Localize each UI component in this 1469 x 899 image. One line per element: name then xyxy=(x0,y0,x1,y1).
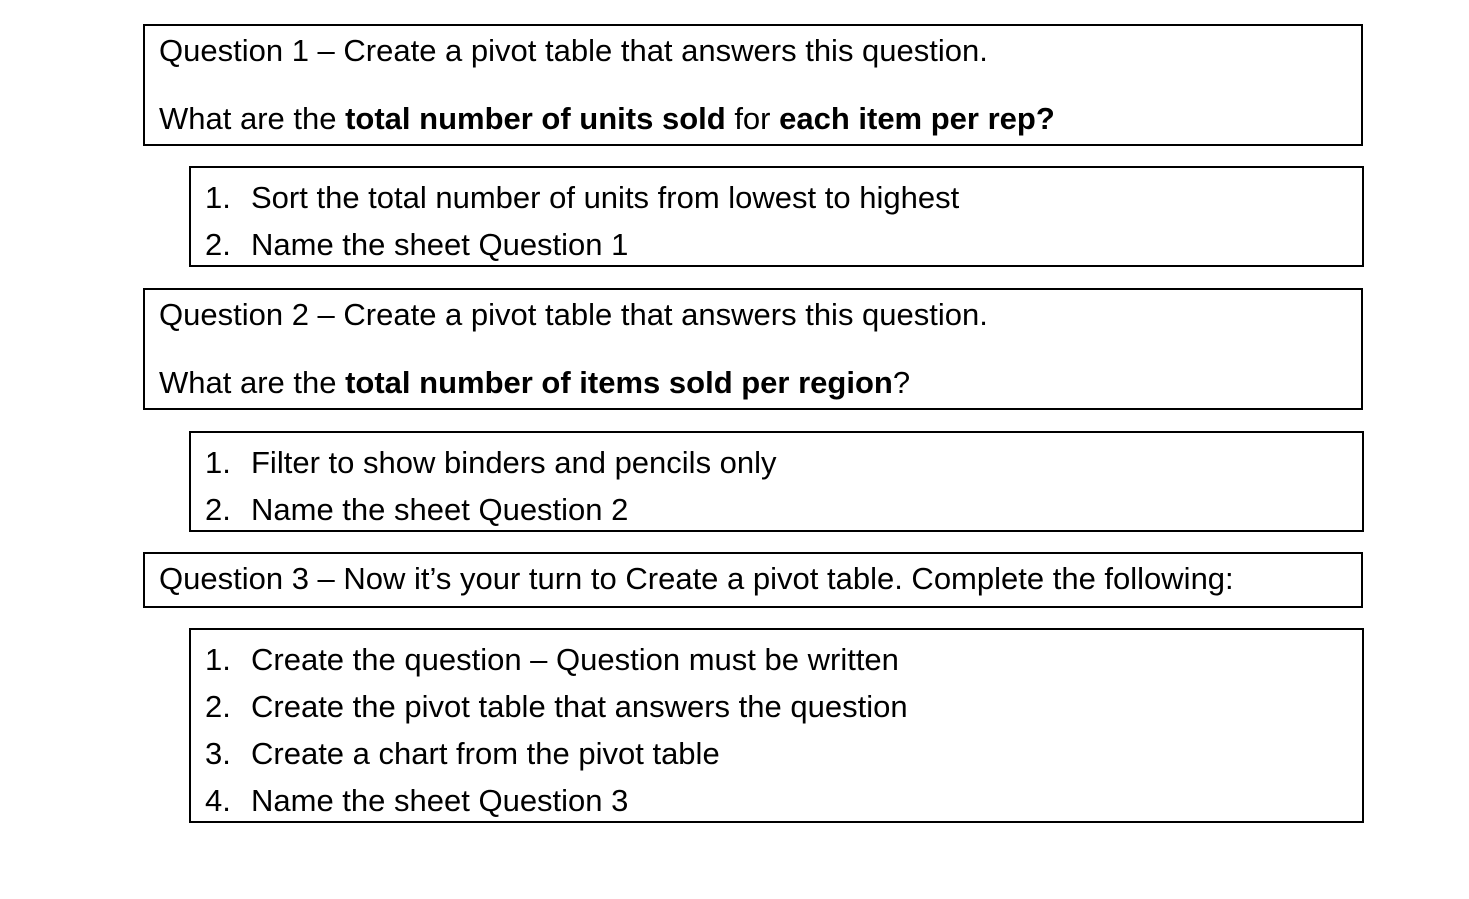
task-text: Name the sheet Question 2 xyxy=(251,492,629,527)
task-item xyxy=(205,174,1348,221)
task-text: Name the sheet Question 1 xyxy=(251,227,629,262)
task-text: Filter to show binders and pencils only xyxy=(251,445,777,480)
question-2-prompt-bold: total number of items sold per region xyxy=(345,365,893,400)
question-2-task-list xyxy=(205,439,1348,533)
question-1-task-list xyxy=(205,174,1348,268)
question-1-prompt-mid: for xyxy=(725,101,780,136)
question-3-heading: Question 3 – Now it’s your turn to Create a pivot table. Complete the following: xyxy=(159,561,1234,596)
task-number: 2. xyxy=(205,492,231,527)
question-1-prompt-prefix: What are the xyxy=(159,101,346,136)
task-item xyxy=(205,777,1348,824)
task-item xyxy=(205,486,1348,533)
task-text: Name the sheet Question 3 xyxy=(251,783,629,818)
task-text: Create the pivot table that answers the question xyxy=(251,689,908,724)
question-1-tasks-box xyxy=(189,166,1364,267)
question-2-prompt-prefix: What are the xyxy=(159,365,346,400)
task-item xyxy=(205,636,1348,683)
task-number: 1. xyxy=(205,642,231,677)
question-3-tasks-box xyxy=(189,628,1364,823)
task-number: 1. xyxy=(205,445,231,480)
question-2-tasks-box xyxy=(189,431,1364,532)
question-3-task-list xyxy=(205,636,1348,824)
question-1-prompt xyxy=(159,100,1347,138)
question-2-prompt xyxy=(159,364,1347,402)
question-2-box xyxy=(143,288,1363,410)
task-item xyxy=(205,683,1348,730)
task-item xyxy=(205,730,1348,777)
task-text: Sort the total number of units from lowest to highest xyxy=(251,180,960,215)
task-text: Create a chart from the pivot table xyxy=(251,736,720,771)
task-text: Create the question – Question must be written xyxy=(251,642,899,677)
question-1-box xyxy=(143,24,1363,146)
task-number: 1. xyxy=(205,180,231,215)
task-number: 2. xyxy=(205,689,231,724)
task-number: 3. xyxy=(205,736,231,771)
question-3-box xyxy=(143,552,1363,608)
task-item xyxy=(205,439,1348,486)
task-number: 2. xyxy=(205,227,231,262)
question-1-prompt-bold-1: total number of units sold xyxy=(345,101,726,136)
task-number: 4. xyxy=(205,783,231,818)
task-item xyxy=(205,221,1348,268)
question-1-heading: Question 1 – Create a pivot table that answers this question. xyxy=(159,33,988,68)
question-2-heading: Question 2 – Create a pivot table that answers this question. xyxy=(159,297,988,332)
question-2-prompt-suffix: ? xyxy=(892,365,911,400)
question-1-prompt-bold-2: each item per rep? xyxy=(779,101,1055,136)
